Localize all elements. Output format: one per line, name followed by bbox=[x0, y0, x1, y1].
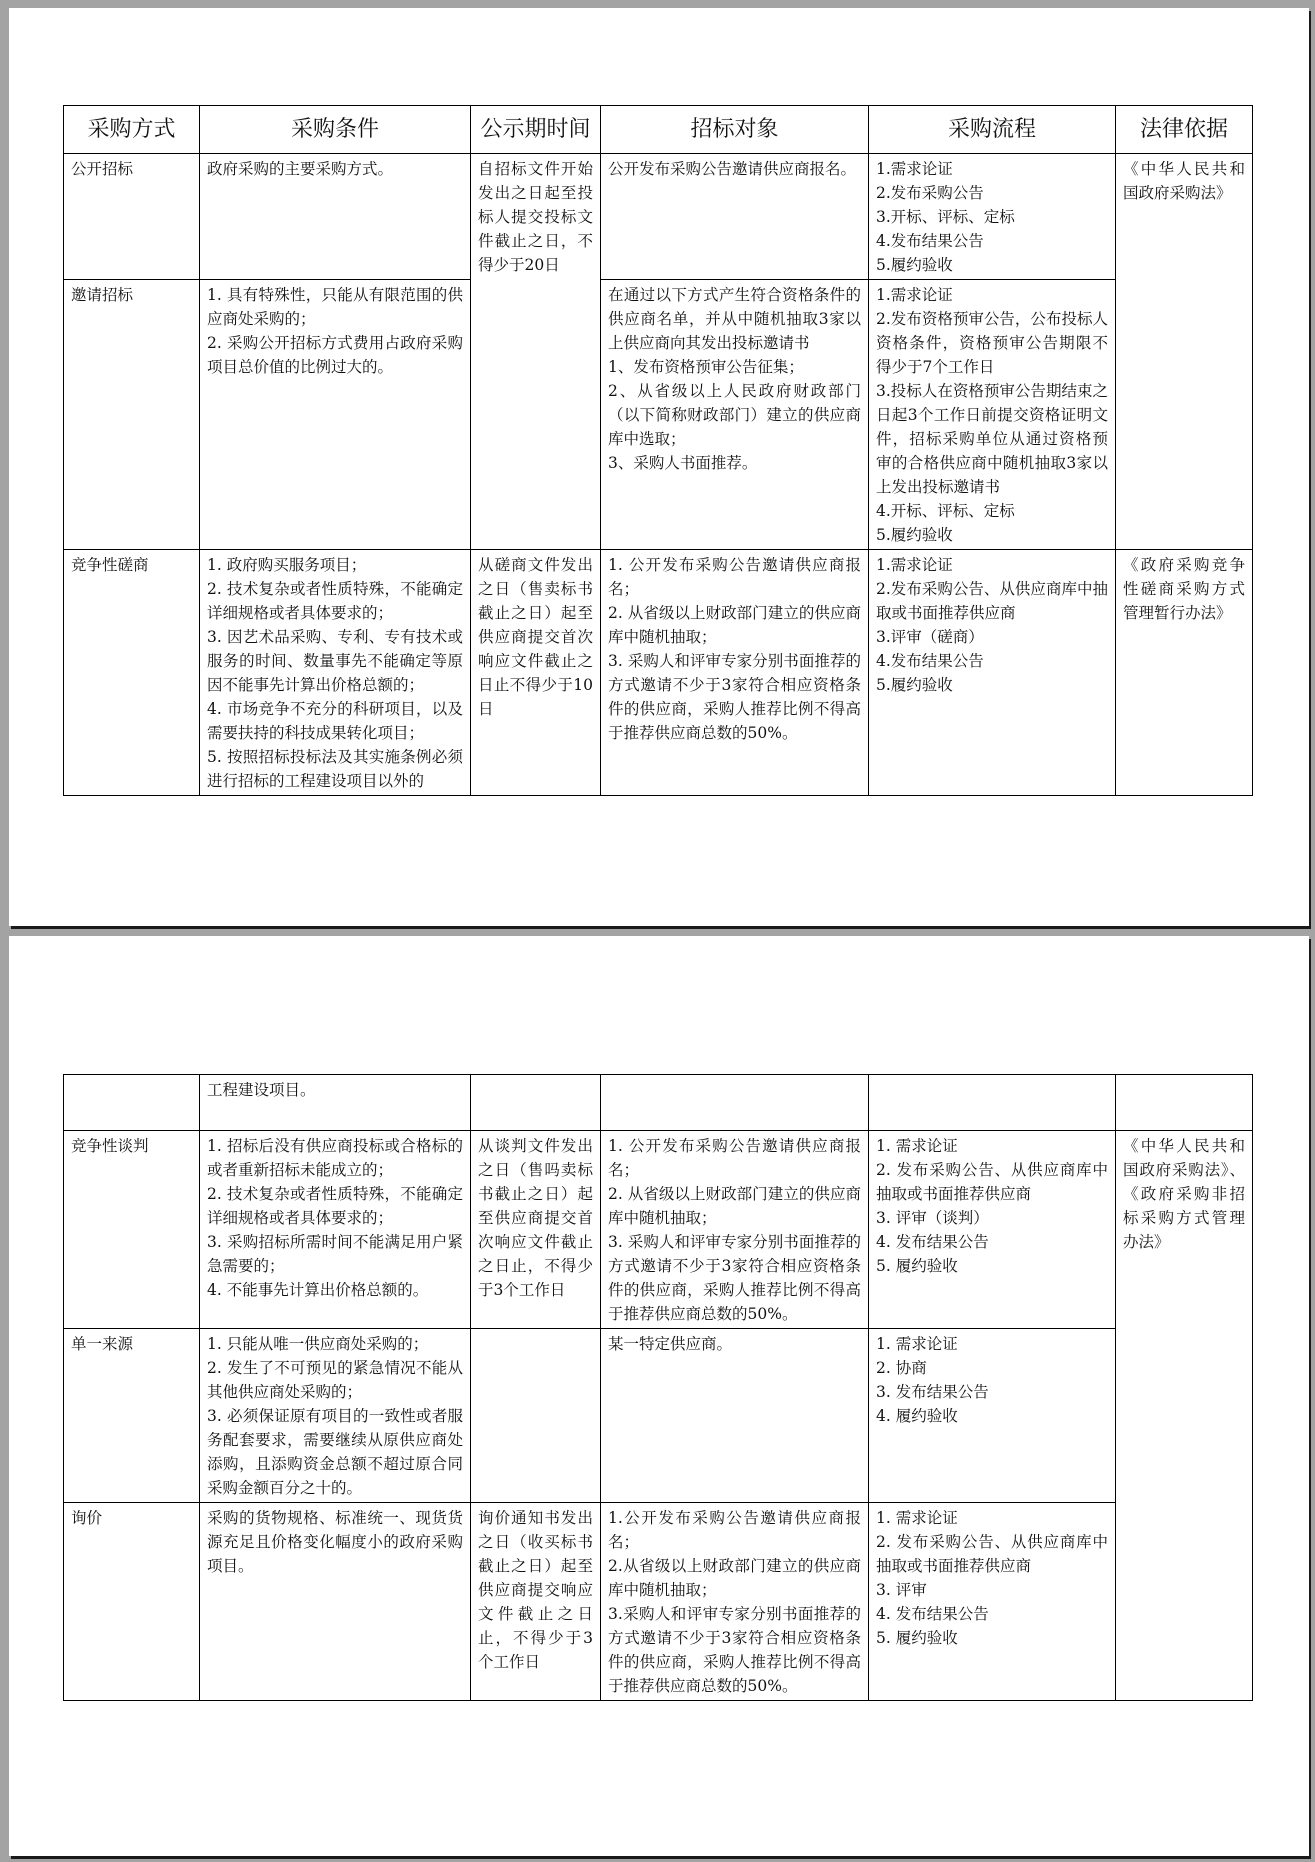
conditions-cell: 采购的货物规格、标准统一、现货货源充足且价格变化幅度小的政府采购项目。 bbox=[200, 1503, 471, 1701]
header-period: 公示期时间 bbox=[471, 106, 601, 154]
document-page-1 bbox=[9, 8, 1309, 926]
target-item: 在通过以下方式产生符合资格条件的供应商名单，并从中随机抽取3家以上供应商向其发出投标邀请书 bbox=[608, 286, 861, 352]
process-step: 2. 发布采购公告、从供应商库中抽取或书面推荐供应商 bbox=[876, 1533, 1108, 1575]
period-cell bbox=[471, 1329, 601, 1503]
condition-item: 3. 因艺术品采购、专利、专有技术或服务的时间、数量事先不能确定等原因不能事先计算出价格总额的； bbox=[207, 628, 463, 694]
target-item: 1、发布资格预审公告征集； bbox=[608, 358, 804, 376]
targets-cell bbox=[601, 280, 869, 550]
table-row-invite-tender bbox=[64, 280, 1253, 550]
period-cell bbox=[471, 1075, 601, 1131]
process-cell bbox=[869, 1131, 1116, 1329]
table-header-row bbox=[64, 106, 1253, 154]
conditions-cell: 政府采购的主要采购方式。 bbox=[200, 154, 471, 280]
process-step: 5.履约验收 bbox=[876, 256, 953, 274]
target-item: 1.公开发布采购公告邀请供应商报名； bbox=[608, 1509, 861, 1551]
process-step: 1.需求论证 bbox=[876, 286, 953, 304]
method-cell: 单一来源 bbox=[64, 1329, 200, 1503]
process-step: 3.开标、评标、定标 bbox=[876, 208, 1015, 226]
condition-item: 1. 只能从唯一供应商处采购的； bbox=[207, 1335, 429, 1353]
process-step: 3.评审（磋商） bbox=[876, 628, 984, 646]
process-step: 5. 履约验收 bbox=[876, 1629, 958, 1647]
table-row-competitive-consultation bbox=[64, 550, 1253, 796]
table-row-open-tender bbox=[64, 154, 1253, 280]
process-step: 4.开标、评标、定标 bbox=[876, 502, 1015, 520]
table-row-competitive-negotiation bbox=[64, 1131, 1253, 1329]
target-item: 2. 从省级以上财政部门建立的供应商库中随机抽取； bbox=[608, 604, 861, 646]
condition-item: 3. 必须保证原有项目的一致性或者服务配套要求，需要继续从原供应商处添购，且添购资金总额不超过原合同采购金额百分之十的。 bbox=[207, 1407, 463, 1497]
process-step: 4. 发布结果公告 bbox=[876, 1605, 989, 1623]
condition-item: 4. 市场竞争不充分的科研项目，以及需要扶持的科技成果转化项目； bbox=[207, 700, 463, 742]
process-cell bbox=[869, 1503, 1116, 1701]
condition-item: 5. 按照招标投标法及其实施条例必须进行招标的工程建设项目以外的 bbox=[207, 748, 463, 790]
process-step: 4. 发布结果公告 bbox=[876, 1233, 989, 1251]
target-item: 3. 采购人和评审专家分别书面推荐的方式邀请不少于3家符合相应资格条件的供应商，采购人推荐比例不得高于推荐供应商总数的50%。 bbox=[608, 1233, 861, 1323]
procurement-table-part-2 bbox=[63, 1074, 1253, 1701]
process-step: 2. 发布采购公告、从供应商库中抽取或书面推荐供应商 bbox=[876, 1161, 1108, 1203]
document-page-2 bbox=[9, 936, 1309, 1856]
header-process: 采购流程 bbox=[869, 106, 1116, 154]
condition-item: 1. 政府购买服务项目； bbox=[207, 556, 367, 574]
table-row-inquiry bbox=[64, 1503, 1253, 1701]
process-step: 5.履约验收 bbox=[876, 526, 953, 544]
process-step: 1.需求论证 bbox=[876, 556, 953, 574]
process-step: 1. 需求论证 bbox=[876, 1509, 958, 1527]
targets-cell bbox=[601, 1075, 869, 1131]
process-step: 5.履约验收 bbox=[876, 676, 953, 694]
condition-item: 4. 不能事先计算出价格总额的。 bbox=[207, 1281, 429, 1299]
conditions-cell: 工程建设项目。 bbox=[200, 1075, 471, 1131]
period-cell: 询价通知书发出之日（收买标书截止之日）起至供应商提交响应文件截止之日止，不得少于3个工作日 bbox=[471, 1503, 601, 1701]
process-step: 5. 履约验收 bbox=[876, 1257, 958, 1275]
target-item: 2. 从省级以上财政部门建立的供应商库中随机抽取； bbox=[608, 1185, 861, 1227]
table-row-single-source bbox=[64, 1329, 1253, 1503]
process-step: 2.发布采购公告 bbox=[876, 184, 984, 202]
condition-item: 1. 具有特殊性，只能从有限范围的供应商处采购的； bbox=[207, 286, 463, 328]
process-step: 3. 评审 bbox=[876, 1581, 927, 1599]
method-cell: 邀请招标 bbox=[64, 280, 200, 550]
process-step: 3. 评审（谈判） bbox=[876, 1209, 989, 1227]
process-step: 3. 发布结果公告 bbox=[876, 1383, 989, 1401]
procurement-table-part-1 bbox=[63, 105, 1253, 796]
target-item: 2.从省级以上财政部门建立的供应商库中随机抽取； bbox=[608, 1557, 861, 1599]
condition-item: 2. 采购公开招标方式费用占政府采购项目总价值的比例过大的。 bbox=[207, 334, 463, 376]
period-cell: 自招标文件开始发出之日起至投标人提交投标文件截止之日，不得少于20日 bbox=[471, 154, 601, 550]
process-step: 3.投标人在资格预审公告期结束之日起3个工作日前提交资格证明文件，招标采购单位从通过资格预审的合格供应商中随机抽取3家以上发出投标邀请书 bbox=[876, 382, 1108, 496]
conditions-cell bbox=[200, 280, 471, 550]
targets-cell: 某一特定供应商。 bbox=[601, 1329, 869, 1503]
process-step: 1. 需求论证 bbox=[876, 1137, 958, 1155]
process-step: 1.需求论证 bbox=[876, 160, 953, 178]
law-cell bbox=[1116, 1075, 1253, 1131]
conditions-cell bbox=[200, 550, 471, 796]
method-cell: 询价 bbox=[64, 1503, 200, 1701]
law-cell: 《政府采购竞争性磋商采购方式管理暂行办法》 bbox=[1116, 550, 1253, 796]
law-cell: 《中华人民共和国政府采购法》、《政府采购非招标采购方式管理办法》 bbox=[1116, 1131, 1253, 1701]
target-item: 3. 采购人和评审专家分别书面推荐的方式邀请不少于3家符合相应资格条件的供应商，采购人推荐比例不得高于推荐供应商总数的50%。 bbox=[608, 652, 861, 742]
period-cell: 从谈判文件发出之日（售吗卖标书截止之日）起至供应商提交首次响应文件截止之日止，不得少于3个工作日 bbox=[471, 1131, 601, 1329]
targets-cell bbox=[601, 1131, 869, 1329]
process-step: 1. 需求论证 bbox=[876, 1335, 958, 1353]
process-step: 4. 履约验收 bbox=[876, 1407, 958, 1425]
target-item: 2、从省级以上人民政府财政部门（以下简称财政部门）建立的供应商库中选取； bbox=[608, 382, 861, 448]
header-law: 法律依据 bbox=[1116, 106, 1253, 154]
condition-item: 1. 招标后没有供应商投标或合格标的或者重新招标未能成立的； bbox=[207, 1137, 463, 1179]
method-cell: 竞争性谈判 bbox=[64, 1131, 200, 1329]
table-row-continuation bbox=[64, 1075, 1253, 1131]
targets-cell bbox=[601, 550, 869, 796]
process-cell bbox=[869, 550, 1116, 796]
process-cell bbox=[869, 154, 1116, 280]
condition-item: 2. 技术复杂或者性质特殊，不能确定详细规格或者具体要求的； bbox=[207, 1185, 463, 1227]
method-cell bbox=[64, 1075, 200, 1131]
target-item: 3、采购人书面推荐。 bbox=[608, 454, 758, 472]
law-cell: 《中华人民共和国政府采购法》 bbox=[1116, 154, 1253, 550]
targets-cell: 公开发布采购公告邀请供应商报名。 bbox=[601, 154, 869, 280]
method-cell: 竞争性磋商 bbox=[64, 550, 200, 796]
process-cell bbox=[869, 280, 1116, 550]
condition-item: 2. 技术复杂或者性质特殊，不能确定详细规格或者具体要求的； bbox=[207, 580, 463, 622]
process-step: 2.发布资格预审公告，公布投标人资格条件，资格预审公告期限不得少于7个工作日 bbox=[876, 310, 1108, 376]
target-item: 3.采购人和评审专家分别书面推荐的方式邀请不少于3家符合相应资格条件的供应商，采购人推荐比例不得高于推荐供应商总数的50%。 bbox=[608, 1605, 861, 1695]
process-step: 4.发布结果公告 bbox=[876, 232, 984, 250]
header-conditions: 采购条件 bbox=[200, 106, 471, 154]
conditions-cell bbox=[200, 1329, 471, 1503]
period-cell: 从磋商文件发出之日（售卖标书截止之日）起至供应商提交首次响应文件截止之日止不得少于10日 bbox=[471, 550, 601, 796]
process-cell bbox=[869, 1075, 1116, 1131]
header-method: 采购方式 bbox=[64, 106, 200, 154]
process-step: 2.发布采购公告、从供应商库中抽取或书面推荐供应商 bbox=[876, 580, 1108, 622]
condition-item: 2. 发生了不可预见的紧急情况不能从其他供应商处采购的； bbox=[207, 1359, 463, 1401]
process-cell bbox=[869, 1329, 1116, 1503]
process-step: 4.发布结果公告 bbox=[876, 652, 984, 670]
target-item: 1. 公开发布采购公告邀请供应商报名； bbox=[608, 1137, 861, 1179]
process-step: 2. 协商 bbox=[876, 1359, 927, 1377]
condition-item: 3. 采购招标所需时间不能满足用户紧急需要的； bbox=[207, 1233, 463, 1275]
conditions-cell bbox=[200, 1131, 471, 1329]
header-targets: 招标对象 bbox=[601, 106, 869, 154]
method-cell: 公开招标 bbox=[64, 154, 200, 280]
target-item: 1. 公开发布采购公告邀请供应商报名； bbox=[608, 556, 861, 598]
targets-cell bbox=[601, 1503, 869, 1701]
